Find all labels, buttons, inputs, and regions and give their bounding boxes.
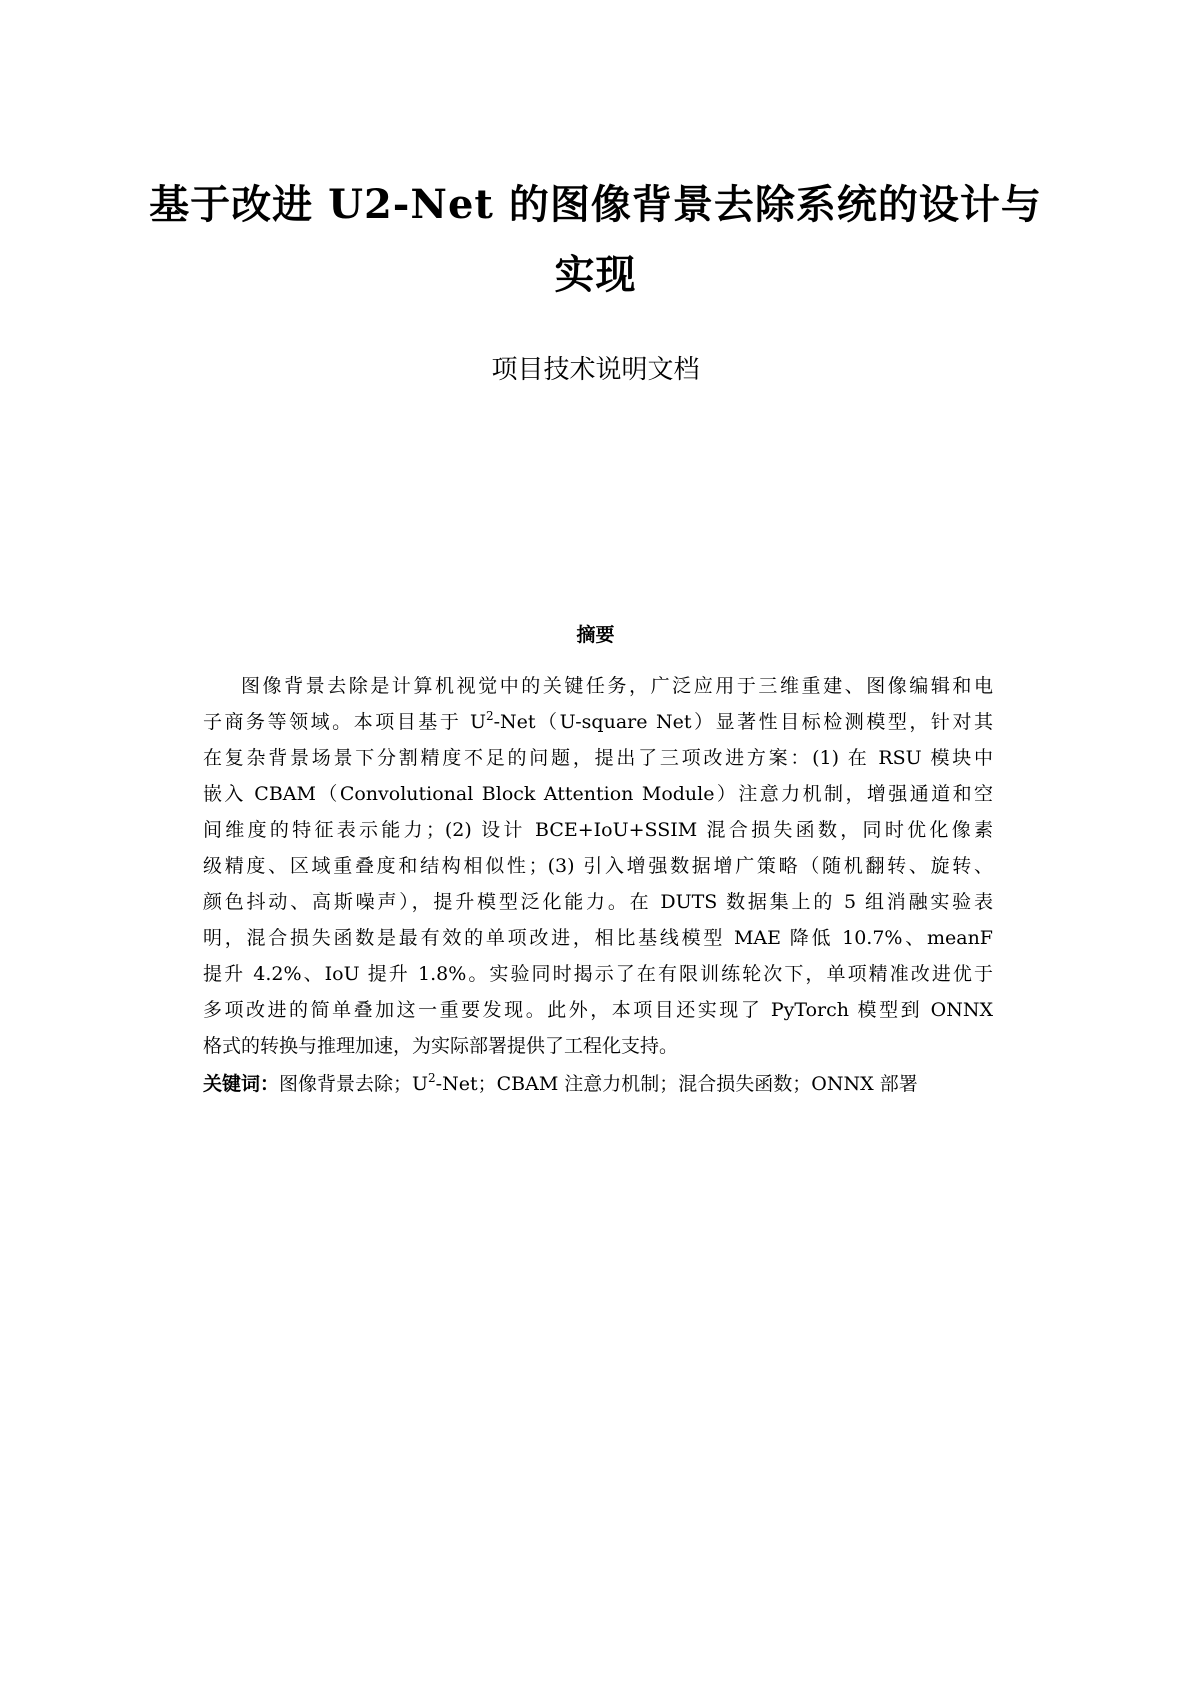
document-subtitle: 项目技术说明文档 (491, 355, 700, 385)
abstract-line: 颜色抖动、高斯噪声），提升模型泛化能力。在 DUTS 数据集上的 5 组消融实验表 (203, 891, 993, 913)
abstract-line: 提升 4.2%、IoU 提升 1.8%。实验同时揭示了在有限训练轮次下，单项精准改进优于 (203, 963, 993, 985)
document-title (120, 170, 1071, 310)
abstract-heading: 摘要 (576, 624, 615, 646)
title-line-1: 基于改进 U2-Net 的图像背景去除系统的设计与 (149, 181, 1042, 228)
keywords-line (203, 1066, 993, 1102)
superscript-2: 2 (485, 709, 494, 723)
abstract-line: 多项改进的简单叠加这一重要发现。此外，本项目还实现了 PyTorch 模型到 ONNX (203, 999, 993, 1021)
keywords-label: 关键词： (203, 1073, 280, 1095)
abstract-line: 在复杂背景场景下分割精度不足的问题，提出了三项改进方案：(1) 在 RSU 模块中 (203, 747, 993, 769)
abstract-line-part: 子商务等领域。本项目基于 U (203, 711, 486, 733)
abstract-body (203, 668, 993, 1064)
abstract-line: 嵌入 CBAM（Convolutional Block Attention Module）注意力机制，增强通道和空 (203, 783, 993, 805)
abstract-line: 图像背景去除是计算机视觉中的关键任务，广泛应用于三维重建、图像编辑和电 (241, 675, 993, 697)
keywords-text: 图像背景去除；U (279, 1073, 429, 1095)
abstract-line: 级精度、区域重叠度和结构相似性；(3) 引入增强数据增广策略（随机翻转、旋转、 (203, 855, 993, 877)
title-line-2: 实现 (554, 251, 637, 298)
abstract-line: 明，混合损失函数是最有效的单项改进，相比基线模型 MAE 降低 10.7%、meanF (203, 927, 993, 949)
superscript-2: 2 (428, 1071, 436, 1085)
abstract-line-part: -Net（U-square Net）显著性目标检测模型，针对其 (493, 711, 993, 733)
abstract-line: 格式的转换与推理加速，为实际部署提供了工程化支持。 (203, 1035, 679, 1057)
abstract-line (203, 704, 993, 740)
keywords-text: -Net；CBAM 注意力机制；混合损失函数；ONNX 部署 (435, 1073, 918, 1095)
abstract-line: 间维度的特征表示能力；(2) 设计 BCE+IoU+SSIM 混合损失函数，同时优化像素 (203, 819, 993, 841)
